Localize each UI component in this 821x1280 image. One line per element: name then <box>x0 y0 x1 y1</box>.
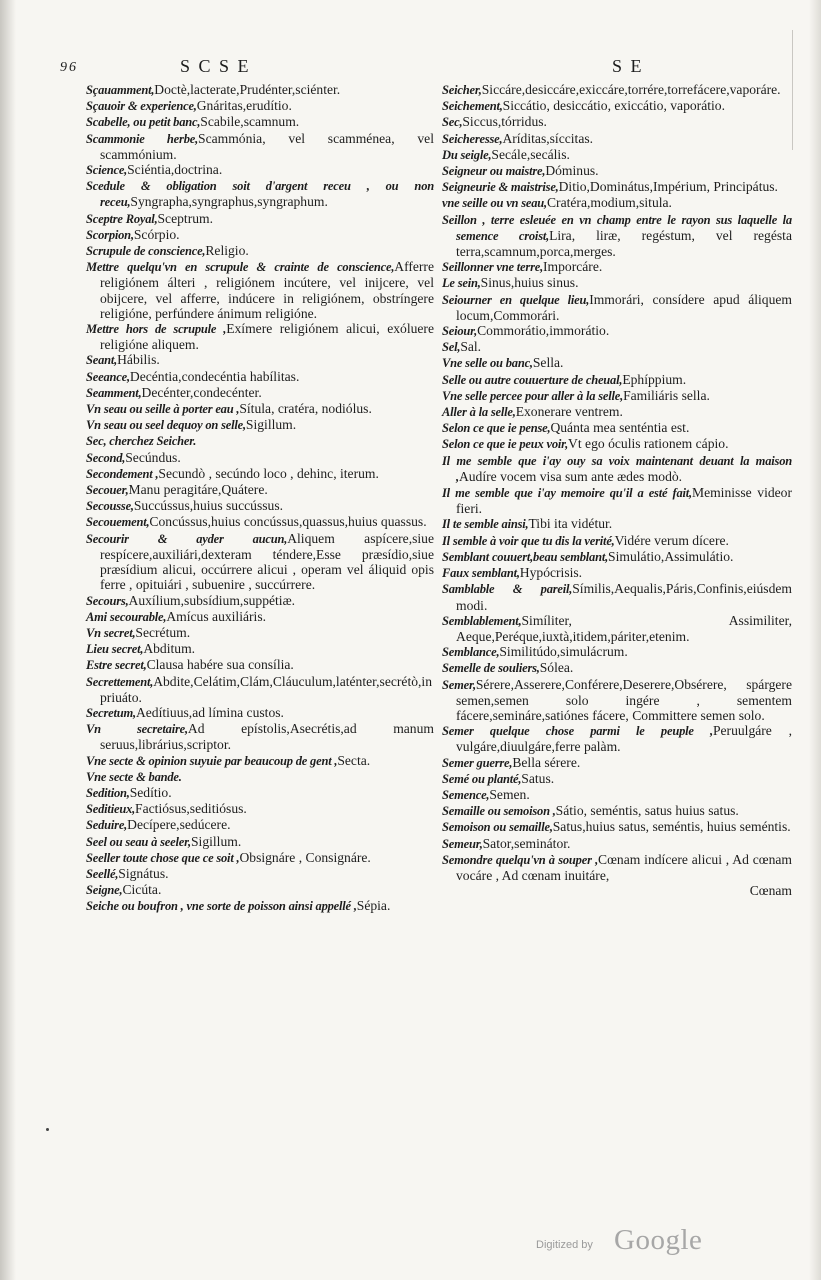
entry-latin: Sceptrum. <box>157 210 213 226</box>
entry-latin: Doctè,lacterate,Prudénter,sciénter. <box>154 82 341 97</box>
digitized-by-text: Digitized by <box>536 1239 593 1251</box>
entry-latin: Sedítio. <box>129 784 172 800</box>
entry-headword: vne seille ou vn seau, <box>442 196 547 211</box>
dictionary-entry <box>442 581 792 612</box>
dictionary-entry <box>86 243 434 259</box>
entry-latin: Vt ego óculis rationem cápio. <box>568 436 729 452</box>
entry-latin: Ditio,Dominátus,Impérium, Principátus. <box>558 179 778 195</box>
dictionary-entry <box>442 339 792 355</box>
entry-headword: Semeur, <box>442 836 483 851</box>
dictionary-entry <box>86 721 434 752</box>
dictionary-entry <box>442 259 792 275</box>
entry-headword: Semer quelque chose parmi le peuple , <box>442 724 713 739</box>
dictionary-entry <box>86 834 434 850</box>
entry-latin: Sérere,Asserere,Conférere,Deserere,Obsérere, spárgere semen,semen solo ingére , sementem fácere,semináre,satiónes fácere, Committere semen solo. <box>456 676 792 723</box>
entry-latin: Scórpio. <box>133 226 180 242</box>
entry-latin: Similitúdo,simulácrum. <box>499 644 628 660</box>
entry-headword: Aller à la selle, <box>442 405 516 420</box>
entry-headword: Seillon , terre esleuée en vn champ entre le rayon sus laquelle la semence croist, <box>442 212 792 243</box>
dictionary-entry <box>86 850 434 866</box>
entry-headword: Secondement , <box>86 466 159 481</box>
entry-headword: Vn secretaire, <box>86 722 188 737</box>
entry-headword: Secousse, <box>86 499 134 514</box>
entry-latin: Secále,secális. <box>491 146 570 162</box>
dictionary-entry <box>442 420 792 436</box>
entry-headword: Semoison ou semaille, <box>442 820 553 835</box>
dictionary-entry <box>442 436 792 452</box>
entry-latin: Signátus. <box>118 865 169 881</box>
entry-headword: Vn seau ou seel dequoy on selle, <box>86 418 246 433</box>
entry-latin: Abditum. <box>143 641 196 657</box>
entry-headword: Seamment, <box>86 385 142 400</box>
entry-latin: Sciéntia,doctrina. <box>127 162 223 178</box>
entry-latin: Obsignáre , Consignáre. <box>239 849 371 865</box>
entry-latin: Quánta mea senténtia est. <box>550 420 690 436</box>
dictionary-entry <box>86 801 434 817</box>
entry-headword: Semblablement, <box>442 613 522 628</box>
margin-rule <box>792 30 793 150</box>
entry-headword: Selle ou autre couuerture de cheual, <box>442 372 623 387</box>
entry-latin: Satus. <box>521 770 555 786</box>
entry-latin: Siccáre,desiccáre,exiccáre,torrére,torrefácere,vaporáre. <box>481 82 781 97</box>
dictionary-entry <box>86 482 434 498</box>
dictionary-entry <box>86 817 434 833</box>
entry-headword: Seigneur ou maistre, <box>442 164 546 179</box>
entry-headword: Sçauoir & experience, <box>86 99 197 114</box>
entry-latin: Amícus auxiliáris. <box>166 608 267 624</box>
entry-headword: Le sein, <box>442 276 481 291</box>
dictionary-entry <box>442 275 792 291</box>
dictionary-entry <box>86 531 434 593</box>
dictionary-entry <box>86 753 434 769</box>
dictionary-entry <box>442 163 792 179</box>
dictionary-entry <box>442 787 792 803</box>
entry-headword: Semaille ou semoison , <box>442 804 556 819</box>
dictionary-entry <box>86 769 434 785</box>
entry-latin: Hábilis. <box>117 352 160 368</box>
catchword: Cœnam <box>749 883 792 899</box>
dictionary-entry <box>86 211 434 227</box>
right-column-heading: S E <box>612 56 644 76</box>
entry-latin: Dóminus. <box>545 163 599 179</box>
entry-latin: Vidére verum dícere. <box>614 532 729 548</box>
dictionary-entry <box>86 352 434 368</box>
entry-headword: Seel ou seau à seeler, <box>86 834 191 849</box>
dictionary-entry <box>442 195 792 211</box>
entry-headword: Seicher, <box>442 83 482 97</box>
dictionary-entry <box>86 657 434 673</box>
dictionary-entry <box>86 514 434 530</box>
dictionary-entry <box>442 644 792 660</box>
entry-latin: Concússus,huius concússus,quassus,huius quassus. <box>149 514 427 530</box>
entry-latin: Bella sérere. <box>512 754 581 770</box>
entry-latin: Meminisse videor fieri. <box>456 485 792 517</box>
dictionary-entry <box>86 385 434 401</box>
dictionary-entry <box>86 417 434 433</box>
dictionary-entry <box>442 323 792 339</box>
dictionary-entry <box>86 433 434 449</box>
entry-headword: Science, <box>86 163 128 178</box>
entry-headword: Seeance, <box>86 369 130 384</box>
entry-latin: Imporcáre. <box>543 259 603 275</box>
entry-latin: Simíliter, Assimiliter, Aeque,Peréque,iuxtà,itidem,páriter,etenim. <box>456 612 792 644</box>
entry-headword: Du seigle, <box>442 147 492 162</box>
entry-headword: Semé ou planté, <box>442 771 522 786</box>
entry-headword: Sec, cherchez Seicher. <box>86 434 197 449</box>
entry-latin: Auxílium,subsídium,suppétiæ. <box>128 592 296 608</box>
digitized-by-google-watermark <box>536 1224 736 1258</box>
entry-latin: Manu peragitáre,Quátere. <box>128 482 268 498</box>
entry-latin: Tibi ita vidétur. <box>528 516 613 532</box>
dictionary-entry <box>442 485 792 516</box>
dictionary-entry <box>442 677 792 724</box>
entry-headword: Secours, <box>86 593 129 608</box>
dictionary-entry <box>442 660 792 676</box>
entry-latin: Clausa habére sua consília. <box>146 657 294 673</box>
entry-latin: Commorátio,immorátio. <box>477 323 610 339</box>
dictionary-entry <box>442 404 792 420</box>
dictionary-entry <box>86 641 434 657</box>
entry-headword: Secouer, <box>86 483 129 498</box>
entry-headword: Vne secte & bande. <box>86 769 182 784</box>
entry-headword: Faux semblant, <box>442 566 520 581</box>
entry-latin: Simulátio,Assimulátio. <box>608 548 734 564</box>
ink-speck <box>46 1128 49 1131</box>
entry-headword: Vne selle ou banc, <box>442 356 533 371</box>
entry-latin: Satus,huius satus, seméntis, huius seméntis. <box>552 819 791 835</box>
entry-headword: Mettre quelqu'vn en scrupule & crainte de conscience, <box>86 260 395 275</box>
dictionary-entry <box>442 516 792 532</box>
entry-headword: Sec, <box>442 115 463 130</box>
entry-latin: Sátio, seméntis, satus huius satus. <box>555 803 739 819</box>
entry-headword: Scrupule de conscience, <box>86 244 206 259</box>
dictionary-entry <box>86 609 434 625</box>
dictionary-entry <box>86 162 434 178</box>
dictionary-entry <box>86 866 434 882</box>
dictionary-entry <box>442 549 792 565</box>
dictionary-entry <box>442 771 792 787</box>
entry-latin: Siccátio, desiccátio, exiccátio, vaporátio. <box>502 98 725 114</box>
left-column-heading: S C S E <box>180 56 251 76</box>
entry-latin: Sítula, cratéra, nodiólus. <box>239 401 372 417</box>
entry-headword: Scammonie herbe, <box>86 131 199 146</box>
dictionary-entry <box>86 498 434 514</box>
entry-latin: Ephíppium. <box>622 371 687 387</box>
page-gutter-shadow <box>0 0 16 1280</box>
entry-headword: Semer, <box>442 677 476 692</box>
dictionary-entry <box>86 450 434 466</box>
entry-latin: Exímere religiónem alicui, exóluere religióne aliquem. <box>100 321 434 353</box>
entry-headword: Semence, <box>442 787 490 802</box>
dictionary-entry <box>86 82 434 98</box>
entry-headword: Vn secret, <box>86 625 136 640</box>
entry-headword: Ami secourable, <box>86 609 167 624</box>
right-column <box>442 82 792 898</box>
dictionary-entry <box>86 593 434 609</box>
entry-headword: Semelle de souliers, <box>442 661 540 676</box>
entry-latin: Exonerare ventrem. <box>515 404 623 420</box>
entry-latin: Aliquem aspícere,siue respícere,auxiliári,dexteram téndere,Esse præsídio,siue præsídium alicui, occúrrere alicui , operam vel áliquid opis ferre , opituiári , subuenire , succúrrere. <box>100 530 434 593</box>
dictionary-entry <box>442 131 792 147</box>
entry-latin: Secrétum. <box>135 624 191 640</box>
dictionary-entry <box>86 674 434 705</box>
dictionary-entry <box>442 453 792 485</box>
entry-headword: Seigne, <box>86 883 123 898</box>
entry-latin: Secundò , secúndo loco , dehinc, iterum. <box>158 465 379 481</box>
entry-latin: Hypócrisis. <box>519 565 583 581</box>
entry-latin: Cœnam indícere alicui , Ad cœnam vocáre , Ad cœnam inuitáre, <box>456 851 792 883</box>
entry-headword: Scedule & obligation soit d'argent receu , ou non receu, <box>86 179 434 210</box>
dictionary-entry <box>86 259 434 321</box>
dictionary-entry <box>442 836 792 852</box>
entry-latin: Afferre religiónem álteri , religiónem incútere, vel inijcere, vel obijcere, vel afferre, indúcere in religiónem, obstríngere religióne, perfúndere ánimum religióne. <box>100 259 434 321</box>
entry-latin: Decípere,sedúcere. <box>127 817 231 833</box>
entry-headword: Seiourner en quelque lieu, <box>442 292 590 307</box>
page-edge-shadow <box>809 0 821 1280</box>
entry-headword: Vne secte & opinion suyuie par beaucoup de gent , <box>86 753 338 768</box>
entry-headword: Seiche ou boufron , vne sorte de poisson ainsi appellé , <box>86 899 357 914</box>
entry-latin: Aríditas,síccitas. <box>502 130 594 146</box>
running-header <box>60 56 800 82</box>
entry-headword: Sel, <box>442 340 461 355</box>
entry-headword: Selon ce que ie pense, <box>442 421 551 436</box>
entry-headword: Estre secret, <box>86 658 147 673</box>
entry-headword: Selon ce que ie peux voir, <box>442 437 569 452</box>
entry-headword: Secouement, <box>86 515 150 530</box>
entry-latin: Cicúta. <box>122 882 162 898</box>
entry-headword: Scorpion, <box>86 227 134 242</box>
entry-headword: Il te semble ainsi, <box>442 517 529 532</box>
entry-latin: Peruulgáre , vulgáre,diuulgáre,ferre palàm. <box>456 723 792 755</box>
google-logo: Google <box>614 1224 703 1256</box>
entry-headword: Secourir & ayder aucun, <box>86 531 288 546</box>
dictionary-entry <box>442 179 792 195</box>
entry-latin: Secúndus. <box>125 449 181 465</box>
dictionary-entry <box>442 114 792 130</box>
entry-headword: Seiour, <box>442 324 478 339</box>
entry-latin: Cratéra,modium,situla. <box>546 195 672 211</box>
dictionary-entry <box>86 369 434 385</box>
dictionary-entry <box>86 178 434 210</box>
dictionary-entry <box>442 852 792 883</box>
dictionary-entry <box>442 355 792 371</box>
entry-latin: Gnáritas,erudítio. <box>196 98 292 114</box>
dictionary-entry <box>442 533 792 549</box>
page-number: 96 <box>60 60 78 75</box>
entry-headword: Seellé, <box>86 866 119 881</box>
entry-headword: Seditieux, <box>86 802 136 817</box>
entry-latin: Succússus,huius succússus. <box>133 498 284 514</box>
entry-latin: Sator,seminátor. <box>482 835 571 851</box>
dictionary-entry <box>86 785 434 801</box>
dictionary-entry <box>442 372 792 388</box>
entry-headword: Seicheresse, <box>442 131 503 146</box>
entry-headword: Scabelle, ou petit banc, <box>86 115 201 130</box>
entry-latin: Syngrapha,syngraphus,syngraphum. <box>130 194 328 210</box>
entry-latin: Sigillum. <box>190 833 242 849</box>
entry-latin: Aedítiuus,ad límina custos. <box>135 704 284 720</box>
dictionary-entry <box>86 625 434 641</box>
entry-latin: Factiósus,seditiósus. <box>135 801 247 817</box>
entry-headword: Semer guerre, <box>442 755 513 770</box>
entry-headword: Mettre hors de scrupule , <box>86 322 227 337</box>
entry-latin: Siccus,tórridus. <box>462 114 547 130</box>
entry-headword: Secretum, <box>86 705 136 720</box>
dictionary-entry <box>442 82 792 98</box>
dictionary-entry <box>86 321 434 352</box>
entry-latin: Sigillum. <box>245 417 297 433</box>
dictionary-entry <box>442 98 792 114</box>
dictionary-entry <box>86 114 434 130</box>
dictionary-entry <box>442 803 792 819</box>
entry-latin: Religio. <box>205 243 249 259</box>
left-column <box>86 82 434 915</box>
dictionary-entry <box>442 292 792 323</box>
entry-headword: Secrettement, <box>86 674 154 689</box>
dictionary-entry <box>86 98 434 114</box>
entry-latin: Sólea. <box>539 660 574 676</box>
entry-latin: Audíre vocem visa sum ante ædes modò. <box>458 468 683 484</box>
entry-headword: Il semble à voir que tu dis la verité, <box>442 533 615 548</box>
entry-latin: Scammónia, vel scamménea, vel scammónium. <box>100 130 434 162</box>
entry-headword: Vne selle percee pour aller à la selle, <box>442 388 624 403</box>
entry-headword: Second, <box>86 450 126 465</box>
entry-latin: Sinus,huius sinus. <box>480 275 579 291</box>
dictionary-entry <box>86 882 434 898</box>
dictionary-entry <box>442 388 792 404</box>
entry-headword: Semondre quelqu'vn à souper , <box>442 852 599 867</box>
entry-latin: Decéntia,condecéntia habílitas. <box>129 368 300 384</box>
entry-headword: Seichement, <box>442 99 503 114</box>
entry-latin: Símilis,Aequalis,Páris,Confinis,eiúsdem modi. <box>456 581 792 613</box>
entry-latin: Secta. <box>337 752 371 768</box>
entry-headword: Seant, <box>86 353 118 368</box>
dictionary-entry <box>86 705 434 721</box>
entry-headword: Sçauamment, <box>86 83 155 97</box>
entry-headword: Il me semble que i'ay ouy sa voix maintenant deuant la maison , <box>442 453 792 484</box>
entry-headword: Il me semble que i'ay memoire qu'il a esté fait, <box>442 486 692 501</box>
dictionary-entry <box>86 401 434 417</box>
entry-headword: Seeller toute chose que ce soit , <box>86 850 240 865</box>
entry-latin: Lira, liræ, regéstum, vel regésta terra,scamnum,porca,merges. <box>456 227 792 260</box>
dictionary-entry <box>442 147 792 163</box>
dictionary-entry <box>442 819 792 835</box>
entry-headword: Vn seau ou seille à porter eau , <box>86 402 240 417</box>
dictionary-entry <box>442 755 792 771</box>
dictionary-entry <box>442 613 792 644</box>
entry-latin: Immorári, consídere apud áliquem locum,Commorári. <box>456 291 792 323</box>
entry-latin: Decénter,condecénter. <box>141 384 262 400</box>
entry-latin: Abdite,Celátim,Clám,Cláuculum,laténter,secrétò,in priuáto. <box>100 673 432 705</box>
entry-latin: Scabile,scamnum. <box>200 114 300 130</box>
entry-latin: Semen. <box>489 786 530 802</box>
entry-headword: Seduire, <box>86 818 128 833</box>
entry-latin: Sella. <box>532 355 564 371</box>
entry-headword: Semblance, <box>442 645 500 660</box>
entry-headword: Semblant couuert,beau semblant, <box>442 549 609 564</box>
entry-latin: Familiáris sella. <box>623 387 710 403</box>
dictionary-entry <box>86 898 434 914</box>
entry-latin: Ad epístolis,Asecrétis,ad manum seruus,librárius,scriptor. <box>100 721 434 753</box>
dictionary-entry <box>86 131 434 162</box>
entry-latin: Sépia. <box>356 898 391 914</box>
dictionary-entry <box>442 212 792 260</box>
dictionary-entry <box>86 466 434 482</box>
dictionary-entry <box>86 227 434 243</box>
entry-headword: Seigneurie & maistrise, <box>442 180 559 195</box>
entry-headword: Seillonner vne terre, <box>442 260 544 275</box>
entry-headword: Sceptre Royal, <box>86 211 158 226</box>
dictionary-entry <box>442 723 792 754</box>
entry-latin: Sal. <box>460 339 482 355</box>
entry-headword: Lieu secret, <box>86 642 144 657</box>
entry-headword: Sedition, <box>86 785 130 800</box>
dictionary-entry <box>442 565 792 581</box>
entry-headword: Samblable & pareil, <box>442 582 573 597</box>
